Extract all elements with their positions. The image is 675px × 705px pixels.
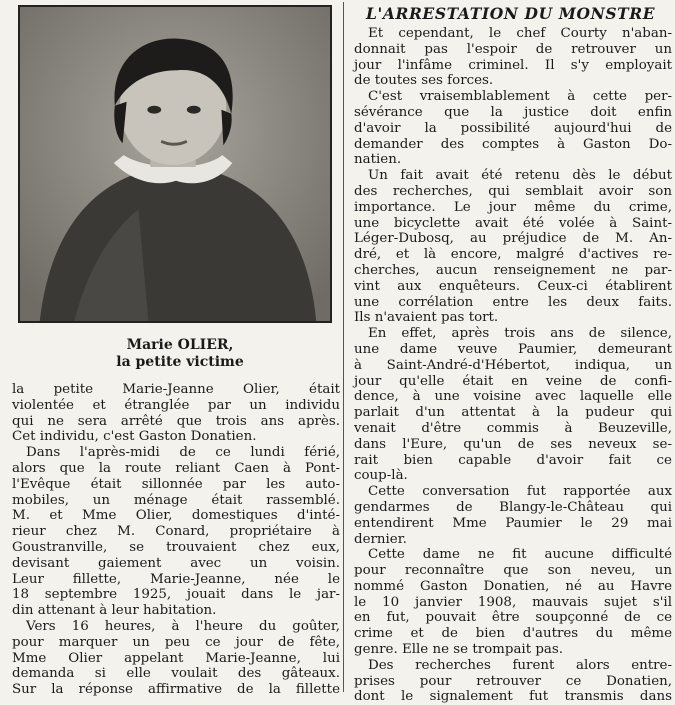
text-line: qui ne sera arrêté que trois ans après. xyxy=(12,413,340,429)
text-line: Vers 16 heures, à l'heure du goûter, xyxy=(26,618,340,634)
text-line: à Saint-André-d'Hébertot, indiqua, un xyxy=(354,357,672,373)
text-line: demander des comptes à Gaston Do- xyxy=(354,136,672,152)
left-article-text xyxy=(12,382,340,698)
text-line: nommé Gaston Donatien, né au Havre xyxy=(354,578,672,594)
text-line: entendirent Mme Paumier le 29 mai xyxy=(354,515,672,531)
text-line: alors que la route reliant Caen à Pont- xyxy=(12,460,340,476)
text-line: gendarmes de Blangy-le-Château qui xyxy=(354,499,672,515)
text-line: jour l'infâme criminel. Il s'y employait xyxy=(354,57,672,73)
text-line: en fut, pouvait être soupçonné de ce xyxy=(354,610,672,626)
text-line: importance. Le jour même du crime, xyxy=(354,199,672,215)
text-line: Sur la réponse affirmative de la fillette xyxy=(12,682,340,698)
text-line: Et cependant, le chef Courty n'aban- xyxy=(368,26,672,41)
text-line: crime et de bien d'autres du même xyxy=(354,626,672,642)
text-line: de toutes ses forces. xyxy=(354,73,494,89)
text-line: din attenant à leur habitation. xyxy=(12,603,217,619)
text-line: Leur fillette, Marie-Jeanne, née le xyxy=(12,571,340,587)
text-line: jour qu'elle était en veine de confi- xyxy=(354,373,672,389)
text-line: des recherches, qui semblait avoir son xyxy=(354,183,672,199)
text-line: cherches, aucun renseignement ne par- xyxy=(354,262,672,278)
text-line: une corrélation entre les deux faits. xyxy=(354,294,672,310)
text-line: Goustranville, se trouvaient chez eux, xyxy=(12,539,340,555)
photo-caption-name: Marie OLIER, xyxy=(126,337,234,353)
victim-photo xyxy=(18,5,332,323)
text-line: 18 septembre 1925, jouait dans le jar- xyxy=(12,587,340,603)
text-line: l'Evêque était sillonnée par les auto- xyxy=(12,476,340,492)
left-column xyxy=(12,0,340,698)
text-line: Dans l'après-midi de ce lundi férié, xyxy=(26,445,340,461)
text-line: dont le signalement fut transmis dans xyxy=(354,689,672,705)
text-line: le 10 janvier 1908, mauvais sujet s'il xyxy=(354,594,672,610)
text-line: rait bien capable d'avoir fait ce xyxy=(354,452,672,468)
text-line: C'est vraisemblablement à cette per- xyxy=(368,89,672,105)
text-line: M. et Mme Olier, domestiques d'inté- xyxy=(12,508,340,524)
column-divider xyxy=(343,2,344,692)
section-headline: L'ARRESTATION DU MONSTRE xyxy=(366,4,656,23)
text-line: dence, à une voisine avec laquelle elle xyxy=(354,389,672,405)
text-line: Mme Olier appelant Marie-Jeanne, lui xyxy=(12,650,340,666)
text-line: sévérance que la justice doit enfin xyxy=(354,104,672,120)
right-article-text xyxy=(354,26,672,705)
text-line: Des recherches furent alors entre- xyxy=(368,657,672,673)
text-line: mobiles, un ménage était rassemblé. xyxy=(12,492,340,508)
text-line: dré, et là encore, malgré d'actives re- xyxy=(354,247,672,263)
text-line: une dame veuve Paumier, demeurant xyxy=(354,341,672,357)
text-line: genre. Elle ne se trompait pas. xyxy=(354,642,564,658)
right-column xyxy=(354,0,672,705)
text-line: donnait pas l'espoir de retrouver un xyxy=(354,41,672,57)
text-line: dernier. xyxy=(354,531,407,547)
text-line: demanda si elle voulait des gâteaux. xyxy=(12,666,340,682)
text-line: pour reconnaître que son neveu, un xyxy=(354,563,672,579)
text-line: dans l'Eure, qu'un de ses neveux se- xyxy=(354,436,672,452)
text-line: venait d'être commis à Beuzeville, xyxy=(354,420,672,436)
text-line: une bicyclette avait été volée à Saint- xyxy=(354,215,672,231)
text-line: Ils n'avaient pas tort. xyxy=(354,310,499,326)
text-line: violentée et étranglée par un individu xyxy=(12,397,340,413)
text-line: En effet, après trois ans de silence, xyxy=(368,326,672,342)
text-line: Cette conversation fut rapportée aux xyxy=(368,484,672,500)
text-line: Cette dame ne fit aucune difficulté xyxy=(368,547,672,563)
text-line: prises pour retrouver ce Donatien, xyxy=(354,673,672,689)
text-line: d'avoir la possibilité aujourd'hui de xyxy=(354,120,672,136)
text-line: Un fait avait été retenu dès le début xyxy=(368,168,672,184)
text-line: Cet individu, c'est Gaston Donatien. xyxy=(12,429,257,445)
photo-caption-subtitle: la petite victime xyxy=(116,354,244,370)
text-line: devisant gaiement avec un voisin. xyxy=(12,555,340,571)
text-line: parlait d'un attentat à la pudeur qui xyxy=(354,405,672,421)
text-line: natien. xyxy=(354,152,402,168)
text-line: la petite Marie-Jeanne Olier, était xyxy=(12,382,340,397)
text-line: rieur chez M. Conard, propriétaire à xyxy=(12,524,340,540)
text-line: vint aux enquêteurs. Ceux-ci établirent xyxy=(354,278,672,294)
text-line: pour marquer un peu ce jour de fête, xyxy=(12,634,340,650)
portrait-image xyxy=(20,7,330,321)
text-line: coup-là. xyxy=(354,468,408,484)
text-line: Léger-Dubosq, au préjudice de M. An- xyxy=(354,231,672,247)
